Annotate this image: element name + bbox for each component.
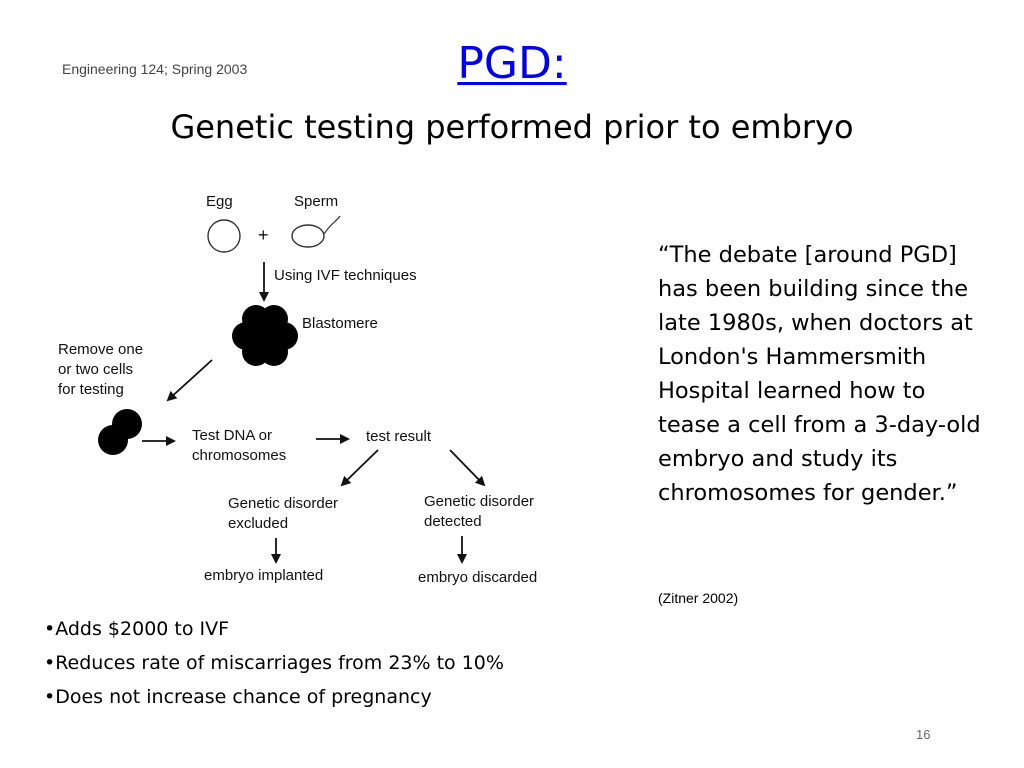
course-label: Engineering 124; Spring 2003 xyxy=(62,61,248,77)
arrow-excluded xyxy=(342,450,378,485)
implanted-label: embryo implanted xyxy=(204,567,324,584)
sperm-icon xyxy=(292,216,340,247)
removed-cells-icon xyxy=(98,409,142,455)
bullet-item: •Does not increase chance of pregnancy xyxy=(44,686,432,708)
ivf-label: Using IVF techniques xyxy=(274,267,417,284)
test-label-line-2: chromosomes xyxy=(192,447,287,464)
slide-title-text: PGD: xyxy=(457,38,567,89)
arrow-detected xyxy=(450,450,484,485)
plus-sign: + xyxy=(258,225,269,245)
sperm-label: Sperm xyxy=(294,193,339,210)
detected-label-line-1: Genetic disorder xyxy=(424,493,535,510)
remove-label-line-3: for testing xyxy=(58,381,124,398)
excluded-label-line-1: Genetic disorder xyxy=(228,495,339,512)
slide-title xyxy=(0,34,1024,94)
egg-icon xyxy=(208,220,240,252)
result-label: test result xyxy=(366,428,432,445)
arrow-remove xyxy=(168,360,212,400)
bullet-list xyxy=(44,612,504,714)
remove-label-line-1: Remove one xyxy=(58,341,144,358)
blastomere-label: Blastomere xyxy=(302,315,378,332)
bullet-item: •Reduces rate of miscarriages from 23% to 10% xyxy=(44,652,504,674)
bullet-item: •Adds $2000 to IVF xyxy=(44,618,230,640)
quote-citation: (Zitner 2002) xyxy=(658,590,739,606)
excluded-label-line-2: excluded xyxy=(228,515,289,532)
slide-subtitle: Genetic testing performed prior to embryo xyxy=(170,108,854,146)
quote-text: “The debate [around PGD] has been building since the late 1980s, when doctors at London's Hammersmith Hospital learned how to tease a cell from a 3-day-old embryo and study its chromosomes for gender.” xyxy=(658,242,981,506)
page-number: 16 xyxy=(916,727,931,742)
egg-label: Egg xyxy=(206,193,233,210)
test-label-line-1: Test DNA or xyxy=(192,427,273,444)
remove-label-line-2: or two cells xyxy=(58,361,134,378)
pgd-process-diagram xyxy=(50,182,580,592)
discarded-label: embryo discarded xyxy=(418,569,538,586)
detected-label-line-2: detected xyxy=(424,513,482,530)
blastomere-icon xyxy=(232,305,298,366)
